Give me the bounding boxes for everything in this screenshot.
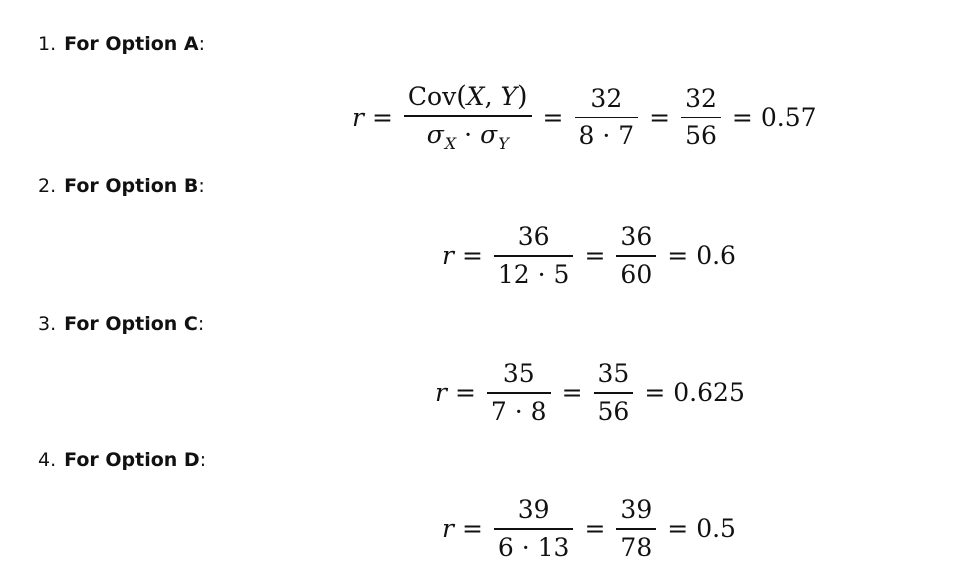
equation-option-b — [442, 222, 736, 290]
eq-equals: = — [561, 378, 583, 408]
option-heading: For Option B — [64, 175, 199, 197]
sigma-x-sub: X — [444, 133, 457, 153]
heading-colon: : — [199, 449, 207, 471]
eq-equals: = — [542, 102, 564, 132]
option-heading: For Option A — [64, 33, 199, 55]
fraction-numerator: 32 — [590, 83, 623, 113]
fraction — [494, 222, 574, 290]
fraction-denominator: 56 — [597, 396, 630, 426]
fraction — [616, 495, 656, 563]
fraction-denominator: 12 · 5 — [497, 259, 570, 289]
fraction-numerator: 36 — [620, 222, 653, 251]
eq-result: 0.625 — [673, 378, 745, 408]
paren-close: ) — [517, 81, 528, 112]
fraction — [487, 359, 551, 427]
fraction-numerator: 39 — [620, 495, 653, 524]
var-y: Y — [500, 82, 517, 111]
equation-option-a — [352, 82, 817, 153]
var-x: X — [466, 82, 485, 111]
eq-equals: = — [371, 102, 393, 132]
fraction-numerator: 35 — [597, 359, 630, 388]
mult-dot: · — [464, 119, 473, 149]
eq-lhs: r — [442, 241, 454, 271]
fraction — [616, 222, 656, 290]
fraction-denominator: 7 · 8 — [490, 396, 547, 426]
sigma-x: σ — [426, 119, 444, 149]
eq-equals: = — [644, 378, 666, 408]
equation-option-d — [442, 495, 736, 563]
eq-lhs: r — [352, 102, 364, 132]
fraction-numerator: 35 — [502, 359, 535, 388]
heading-colon: : — [198, 33, 206, 55]
eq-result: 0.57 — [760, 102, 817, 132]
list-number: 3. — [38, 313, 57, 335]
fraction-denominator: 6 · 13 — [497, 532, 570, 562]
eq-equals: = — [667, 241, 689, 271]
fraction — [494, 495, 574, 563]
fraction-denominator: 56 — [685, 121, 717, 150]
fraction — [594, 359, 634, 427]
option-heading: For Option D — [64, 449, 200, 471]
heading-colon: : — [198, 175, 205, 197]
fraction-covariance — [404, 82, 532, 153]
fraction — [575, 84, 639, 152]
fraction-numerator: 32 — [685, 83, 717, 113]
fraction — [681, 84, 721, 152]
fraction-numerator: 36 — [517, 222, 550, 251]
sigma-y: σ — [480, 119, 498, 149]
list-number: 2. — [38, 175, 57, 197]
paren-open: ( — [456, 81, 467, 112]
fraction-denominator — [423, 117, 513, 153]
eq-equals: = — [649, 102, 671, 132]
eq-equals: = — [667, 514, 689, 544]
eq-equals: = — [454, 378, 476, 408]
equation-option-c — [435, 359, 745, 427]
fraction-denominator: 8 · 7 — [578, 121, 635, 150]
eq-lhs: r — [442, 514, 454, 544]
fraction-denominator: 78 — [620, 532, 653, 562]
list-number: 4. — [38, 449, 57, 471]
eq-result: 0.6 — [696, 241, 736, 271]
list-number: 1. — [38, 33, 57, 55]
eq-equals: = — [461, 241, 483, 271]
fraction-numerator: 39 — [517, 495, 550, 524]
eq-result: 0.5 — [696, 514, 736, 544]
heading-colon: : — [197, 313, 205, 335]
sigma-y-sub: Y — [498, 133, 509, 153]
cov-function: Cov — [407, 82, 457, 111]
list-item-option-a — [38, 32, 205, 56]
eq-equals: = — [461, 514, 483, 544]
list-item-option-c — [38, 312, 204, 336]
option-heading: For Option C — [64, 313, 198, 335]
eq-equals: = — [731, 102, 753, 132]
fraction-denominator: 60 — [620, 259, 653, 289]
eq-equals: = — [584, 514, 606, 544]
eq-lhs: r — [435, 378, 447, 408]
list-item-option-d — [38, 448, 206, 472]
comma: , — [484, 82, 501, 111]
list-item-option-b — [38, 174, 205, 198]
fraction-numerator — [404, 82, 532, 115]
eq-equals: = — [584, 241, 606, 271]
